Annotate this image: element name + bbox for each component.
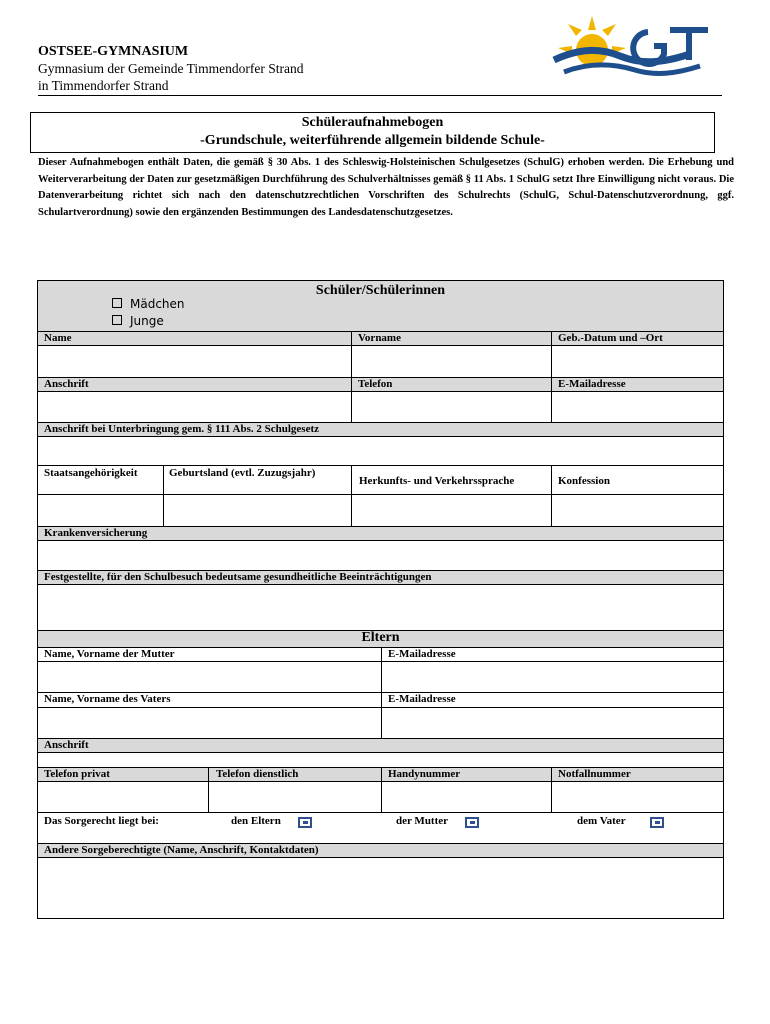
label-custody: Das Sorgerecht liegt bei: <box>44 815 159 827</box>
label-mother-email: E-Mailadresse <box>388 648 456 660</box>
option-boy[interactable] <box>112 314 164 328</box>
label-birth-country: Geburtsland (evtl. Zuzugsjahr) <box>169 467 316 479</box>
school-name: OSTSEE-GYMNASIUM <box>38 44 189 59</box>
parents-heading: Eltern <box>361 630 400 645</box>
label-custody-mother: der Mutter <box>396 815 449 827</box>
label-address: Anschrift <box>44 378 89 390</box>
label-firstname: Vorname <box>358 332 401 344</box>
student-heading: Schüler/Schülerinnen <box>315 283 446 298</box>
checkbox-icon <box>112 298 122 308</box>
label-nationality: Staatsangehörigkeit <box>44 467 138 479</box>
option-girl[interactable] <box>112 297 185 311</box>
label-father-email: E-Mailadresse <box>388 693 456 705</box>
school-line1: Gymnasium der Gemeinde Timmendorfer Strand <box>38 61 304 76</box>
label-custody-father: dem Vater <box>577 815 626 827</box>
form-subtitle: -Grundschule, weiterführende allgemein bildende Schule- <box>200 133 545 148</box>
label-mobile: Handynummer <box>388 768 461 780</box>
label-religion: Konfession <box>558 475 610 487</box>
label-parent-address: Anschrift <box>44 739 89 751</box>
label-other-guardians: Andere Sorgeberechtigte (Name, Anschrift, Kontaktdaten) <box>44 844 319 856</box>
checkbox-icon <box>112 315 122 325</box>
label-birth: Geb.-Datum und –Ort <box>558 332 663 344</box>
school-logo <box>540 10 715 85</box>
checkbox-custody-father[interactable] <box>650 817 664 828</box>
form-title-box <box>30 112 715 153</box>
label-name: Name <box>44 332 72 344</box>
label-emergency: Notfallnummer <box>558 768 631 780</box>
label-mother: Name, Vorname der Mutter <box>44 648 175 660</box>
label-custody-parents: den Eltern <box>231 815 281 827</box>
label-father: Name, Vorname des Vaters <box>44 693 171 705</box>
checkbox-custody-mother[interactable] <box>465 817 479 828</box>
label-phone: Telefon <box>358 378 393 390</box>
option-boy-label: Junge <box>130 314 164 328</box>
intro-text: Dieser Aufnahmebogen enthält Daten, die gemäß § 30 Abs. 1 des Schleswig-Holsteinischen Schulgesetzes (SchulG) erhoben werden. Die Erhebung und Weiterverarbeitung der Daten zur gesetzmäßigen Durchführung des Schulverhältnisses gemäß § 11 Abs. 1 SchulG setzt Ihre Einwilligung nicht voraus. Die Datenverarbeitung richtet sich nach den datenschutzrechtlichen Vorschriften des Schulrechts (SchulG, Schul-Datenschutzverordnung, ggf. Schulartverordnung) sowie den ergänzenden Bestimmungen des Landesdatenschutzgesetzes. <box>38 157 734 218</box>
label-insurance: Krankenversicherung <box>44 527 148 539</box>
form-title: Schüleraufnahmebogen <box>301 115 444 130</box>
option-girl-label: Mädchen <box>130 297 185 311</box>
label-health: Festgestellte, für den Schulbesuch bedeutsame gesundheitliche Beeinträchtigungen <box>44 571 432 583</box>
parent-address-band <box>38 738 723 752</box>
checkbox-custody-parents[interactable] <box>298 817 312 828</box>
label-housing: Anschrift bei Unterbringung gem. § 111 Abs. 2 Schulgesetz <box>44 423 320 435</box>
header-rule <box>38 95 722 96</box>
label-phone-work: Telefon dienstlich <box>216 768 299 780</box>
label-language: Herkunfts- und Verkehrssprache <box>359 475 515 487</box>
label-email: E-Mailadresse <box>558 378 626 390</box>
school-line2: in Timmendorfer Strand <box>38 78 169 93</box>
label-phone-private: Telefon privat <box>44 768 110 780</box>
